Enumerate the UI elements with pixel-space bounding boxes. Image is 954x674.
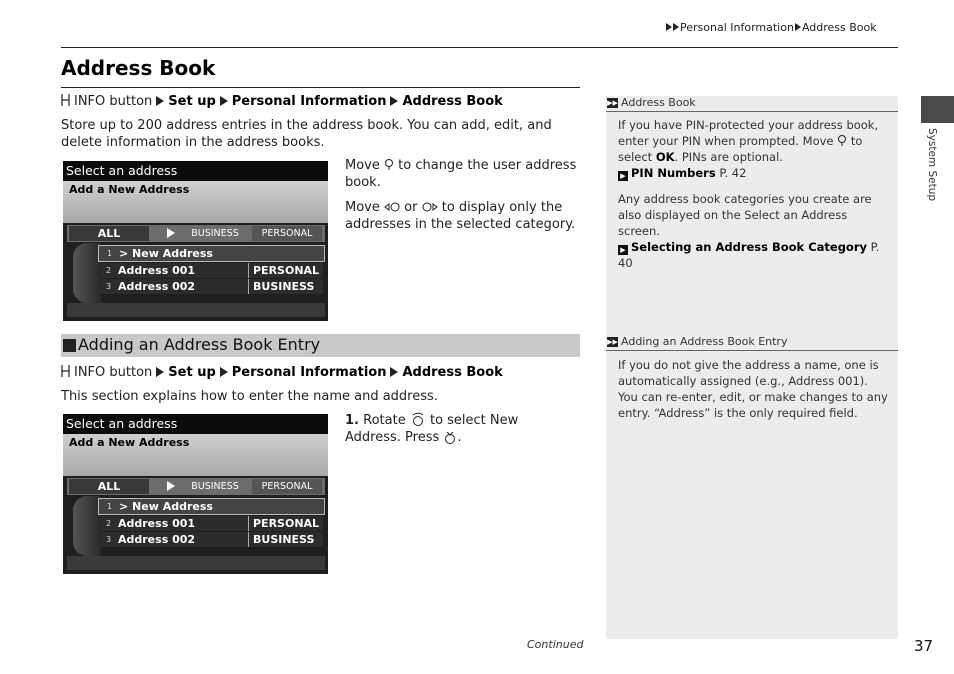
knob-push-down-icon: [837, 135, 847, 147]
path-arrow-icon: [156, 367, 164, 377]
path-arrow-icon: [390, 367, 398, 377]
step-1: 1. Rotate to select New Address. Press .: [345, 413, 519, 445]
section-square-icon: [63, 339, 76, 352]
nav-step-setup: Set up: [168, 94, 216, 109]
xref-address-category[interactable]: Selecting an Address Book Category: [631, 240, 867, 254]
instruction-move-user: Move to change the user address book.: [345, 158, 577, 190]
path-arrow-icon: [156, 96, 164, 106]
sidebar-notes: [606, 96, 898, 639]
info-button-icon: [61, 93, 70, 107]
knob-right-icon: [422, 201, 438, 213]
section-header: [61, 334, 580, 357]
tab-personal[interactable]: PERSONAL: [252, 479, 322, 494]
add-new-area: [63, 434, 328, 476]
section-intro-text: This section explains how to enter the name and address.: [61, 389, 438, 404]
category-tabs: [67, 225, 325, 242]
breadcrumb-item-1[interactable]: Personal Information: [680, 21, 794, 34]
list-item[interactable]: 3 Address 002 BUSINESS: [98, 532, 323, 547]
triangle-icon: [795, 23, 801, 31]
tab-all[interactable]: ALL: [69, 479, 149, 494]
list-item[interactable]: 2 Address 001 PERSONAL: [98, 263, 323, 278]
xref-pin-numbers[interactable]: PIN Numbers: [631, 166, 716, 180]
nav-step-address-book: Address Book: [402, 94, 503, 109]
add-new-area: [63, 181, 328, 223]
category-tabs: [67, 478, 325, 495]
nav-path: [61, 93, 503, 109]
screen-select-address: [63, 161, 328, 321]
knob-graphic: [73, 496, 101, 556]
list-item[interactable]: 2 Address 001 PERSONAL: [98, 516, 323, 531]
screen-bottom-bar: [67, 556, 325, 570]
breadcrumb: [666, 21, 877, 34]
list-item[interactable]: 3 Address 002 BUSINESS: [98, 279, 323, 294]
path-arrow-icon: [220, 96, 228, 106]
continued-label: Continued: [527, 638, 584, 651]
tab-business[interactable]: BUSINESS: [191, 228, 239, 239]
breadcrumb-item-2[interactable]: Address Book: [801, 21, 877, 34]
tab-arrow-icon: [167, 228, 175, 238]
list-item[interactable]: 1 > New Address: [98, 498, 325, 515]
xref-icon: ▶: [618, 171, 628, 181]
knob-press-icon: [443, 430, 457, 444]
nav-start: INFO button: [74, 94, 153, 109]
instruction-move-category: Move or to display only the addresses in the selected category.: [345, 200, 576, 232]
step-target: New Address: [345, 413, 519, 445]
chapter-tab: [921, 96, 954, 123]
tab-personal[interactable]: PERSONAL: [252, 226, 322, 241]
screen-header: Select an address: [63, 161, 328, 181]
note-body-address-book: If you have PIN-protected your address book, enter your PIN when prompted. Move to select OK. PINs are optional. ▶ PIN Numbers P. 42 Any address book categories you create are also displayed on the Select an Address screen. ▶ Selecting an Address Book Category P. 40: [618, 118, 880, 270]
add-new-address-label[interactable]: Add a New Address: [69, 183, 190, 196]
intro-text: Store up to 200 address entries in the address book. You can add, edit, and delete information in the address books.: [61, 118, 552, 150]
note-icon: ▶▶: [607, 338, 618, 346]
list-item[interactable]: 1 > New Address: [98, 245, 325, 262]
title-rule: [61, 87, 580, 88]
path-arrow-icon: [220, 367, 228, 377]
page-number: 37: [914, 637, 934, 655]
screen-bottom-bar: [67, 303, 325, 317]
tab-all[interactable]: ALL: [69, 226, 149, 241]
info-button-icon: [61, 364, 70, 378]
knob-rotate-icon: [410, 411, 426, 427]
knob-push-up-icon: [384, 159, 394, 171]
triangle-icon: [673, 23, 679, 31]
path-arrow-icon: [390, 96, 398, 106]
nav-step-personal-info: Personal Information: [231, 94, 387, 109]
step-number: 1.: [345, 413, 359, 428]
page-title: Address Book: [61, 56, 216, 80]
knob-graphic: [73, 243, 101, 303]
screen-select-address-2: [63, 414, 328, 574]
knob-left-icon: [384, 201, 400, 213]
section-title: Adding an Address Book Entry: [78, 335, 321, 354]
nav-path-2: INFO button Set up Personal Information Address Book: [61, 364, 503, 380]
triangle-icon: [666, 23, 672, 31]
tab-business[interactable]: BUSINESS: [191, 481, 239, 492]
header-rule: [61, 47, 898, 48]
note-body-adding-entry: If you do not give the address a name, one is automatically assigned (e.g., Address 001). You can re-enter, edit, or make changes to any entry. “Address” is the only required field.: [618, 358, 888, 420]
chapter-label: System Setup: [926, 128, 938, 202]
xref-icon: ▶: [618, 245, 628, 255]
tab-arrow-icon: [167, 481, 175, 491]
note-icon: ▶▶: [607, 99, 618, 107]
note-header-adding-entry: ▶▶ Adding an Address Book Entry: [606, 335, 898, 351]
screen-header: Select an address: [63, 414, 328, 434]
note-header-address-book: ▶▶ Address Book: [606, 96, 898, 112]
add-new-address-label[interactable]: Add a New Address: [69, 436, 190, 449]
